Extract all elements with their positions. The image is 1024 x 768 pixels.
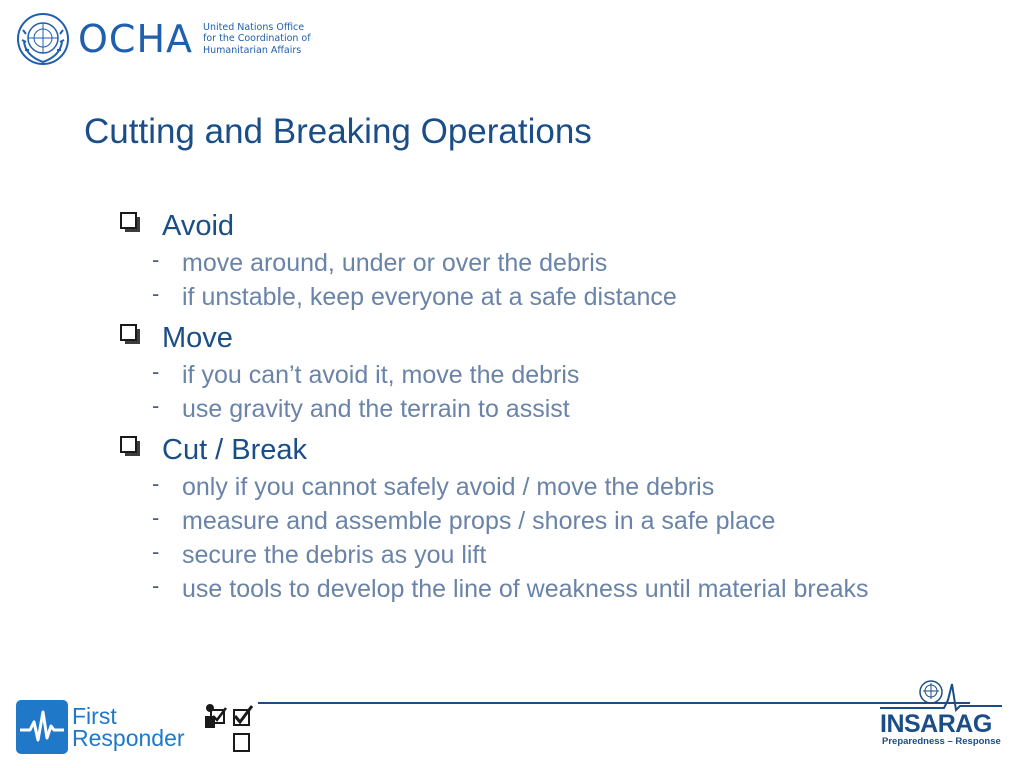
slide-content xyxy=(120,206,920,610)
section-avoid xyxy=(120,206,920,314)
footer-divider xyxy=(258,702,970,704)
ocha-fullname-line2: for the Coordination of xyxy=(203,33,311,45)
list-item-text: if unstable, keep everyone at a safe distance xyxy=(182,283,677,311)
un-emblem-icon xyxy=(16,12,70,66)
dash-bullet: - xyxy=(152,393,160,418)
section-heading: Cut / Break xyxy=(162,434,308,466)
list-item xyxy=(120,246,920,280)
first-responder-wordmark xyxy=(72,705,185,749)
dash-bullet: - xyxy=(152,359,160,384)
list-item-text: only if you cannot safely avoid / move the debris xyxy=(182,473,715,501)
ocha-fullname xyxy=(203,22,311,57)
section-heading-row xyxy=(120,318,920,358)
ocha-fullname-line1: United Nations Office xyxy=(203,21,305,33)
section-heading-row xyxy=(120,206,920,246)
section-heading: Avoid xyxy=(162,210,235,242)
checkbox-icon xyxy=(120,212,142,234)
list-item xyxy=(120,504,920,538)
first-responder-logo xyxy=(16,700,185,754)
checkbox-icon xyxy=(120,324,142,346)
slide-title: Cutting and Breaking Operations xyxy=(84,112,592,151)
list-item xyxy=(120,572,920,606)
dash-bullet: - xyxy=(152,471,160,496)
insarag-emblem-icon xyxy=(880,678,1008,712)
dash-bullet: - xyxy=(152,281,160,306)
first-responder-line1: First xyxy=(72,703,117,729)
list-item-text: secure the debris as you lift xyxy=(182,541,487,569)
dash-bullet: - xyxy=(152,539,160,564)
insarag-logo xyxy=(880,678,1008,748)
insarag-tagline: Preparedness – Response xyxy=(882,736,1001,747)
list-item-text: use gravity and the terrain to assist xyxy=(182,395,570,423)
first-responder-line2: Responder xyxy=(72,725,185,751)
list-item xyxy=(120,470,920,504)
list-item-text: measure and assemble props / shores in a safe place xyxy=(182,507,776,535)
checkbox-icon xyxy=(120,436,142,458)
ocha-wordmark: OCHA xyxy=(78,17,194,61)
list-item xyxy=(120,538,920,572)
section-heading-row xyxy=(120,430,920,470)
ocha-fullname-line3: Humanitarian Affairs xyxy=(203,44,302,56)
list-item xyxy=(120,280,920,314)
list-item-text: if you can’t avoid it, move the debris xyxy=(182,361,580,389)
list-item-text: use tools to develop the line of weakness until material breaks xyxy=(182,575,869,603)
section-move xyxy=(120,318,920,426)
list-item xyxy=(120,358,920,392)
insarag-wordmark: INSARAG xyxy=(880,710,992,738)
dash-bullet: - xyxy=(152,247,160,272)
section-cut-break xyxy=(120,430,920,606)
section-heading: Move xyxy=(162,322,233,354)
list-item-text: move around, under or over the debris xyxy=(182,249,608,277)
dash-bullet: - xyxy=(152,505,160,530)
heartbeat-icon xyxy=(16,700,68,754)
dash-bullet: - xyxy=(152,573,160,598)
list-item xyxy=(120,392,920,426)
ocha-logo xyxy=(16,12,311,66)
checklist-icon xyxy=(202,702,258,758)
